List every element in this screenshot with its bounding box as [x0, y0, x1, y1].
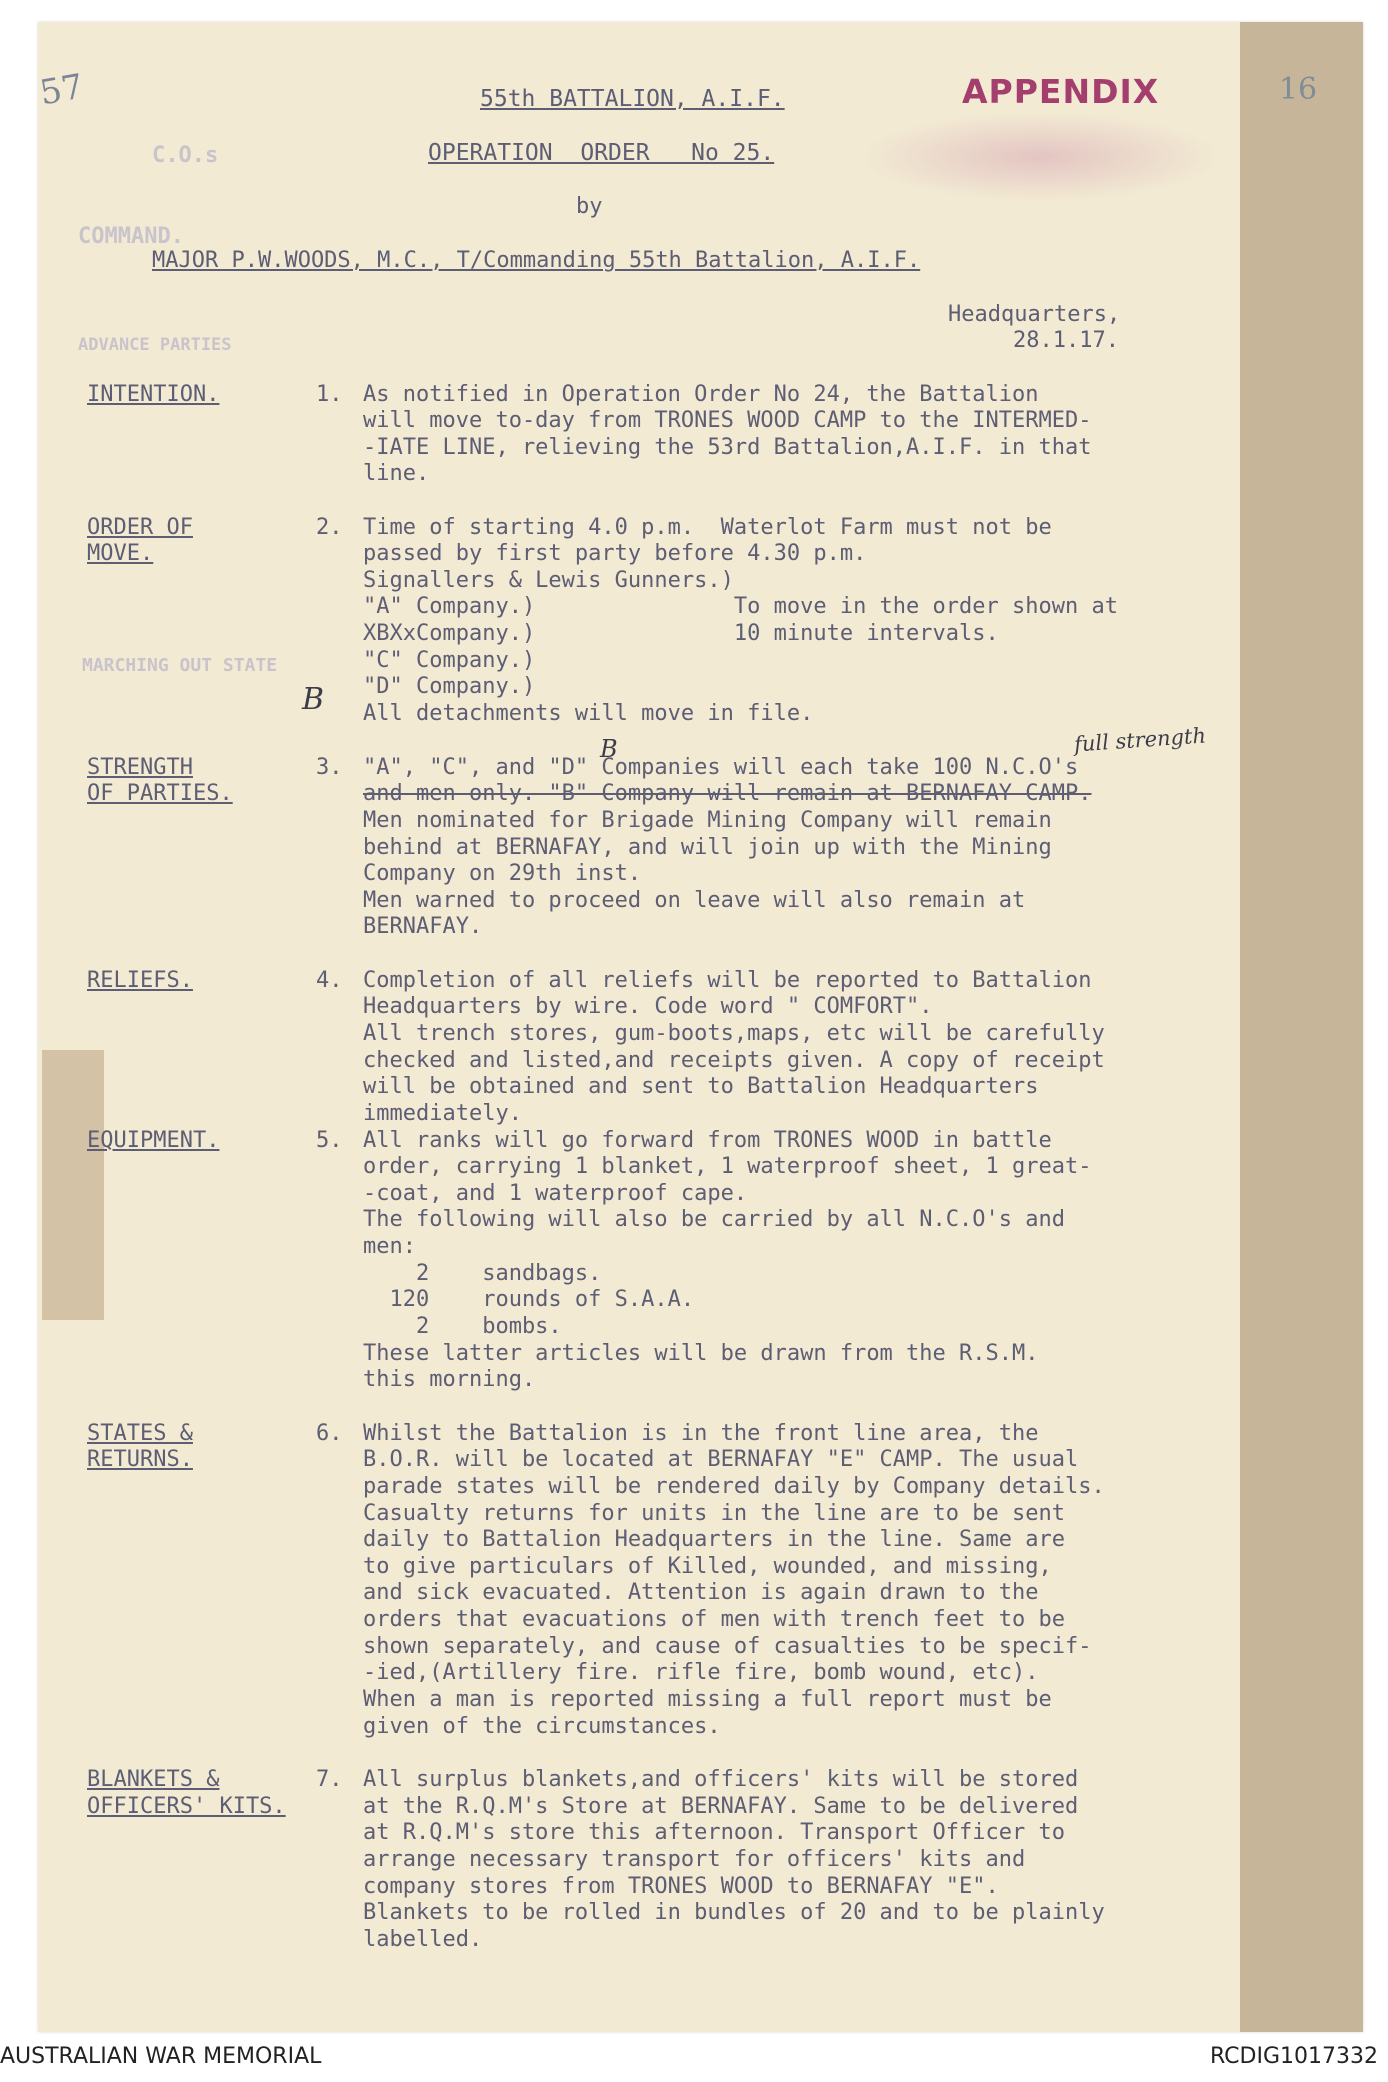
ghost-text-marching: MARCHING OUT STATE [82, 655, 278, 676]
section-line: All detachments will move in file. [363, 701, 814, 726]
handwritten-b-over-d: B [600, 735, 618, 763]
section-line: -ied,(Artillery fire. rifle fire, bomb wound, etc). [363, 1660, 1039, 1685]
section-line: Men warned to proceed on leave will also remain at [363, 888, 1026, 913]
section-number: 1. [316, 382, 343, 407]
appendix-stamp: APPENDIX [962, 72, 1160, 111]
section-line: 2 bombs. [363, 1314, 562, 1339]
section-line: Headquarters by wire. Code word " COMFORT". [363, 994, 933, 1019]
section-line: shown separately, and cause of casualties to be specif- [363, 1634, 1092, 1659]
section-line: All trench stores, gum-boots,maps, etc will be carefully [363, 1021, 1105, 1046]
section-line: behind at BERNAFAY, and will join up with the Mining [363, 835, 1052, 860]
tape-repair [42, 1050, 104, 1320]
section-label: INTENTION. [87, 382, 220, 407]
section-line: will move to-day from TRONES WOOD CAMP to the INTERMED- [363, 408, 1092, 433]
section-line: Blankets to be rolled in bundles of 20 and to be plainly [363, 1900, 1105, 1925]
battalion-heading: 55th BATTALION, A.I.F. [480, 86, 785, 112]
footer-left: AUSTRALIAN WAR MEMORIAL [0, 2044, 322, 2069]
section-number: 2. [316, 515, 343, 540]
section-line: to give particulars of Killed, wounded, and missing, [363, 1554, 1052, 1579]
section-label: MOVE. [87, 541, 154, 566]
section-label: BLANKETS & [87, 1767, 220, 1792]
section-line: Casualty returns for units in the line are to be sent [363, 1501, 1065, 1526]
section-line: All surplus blankets,and officers' kits will be stored [363, 1767, 1079, 1792]
section-line: 120 rounds of S.A.A. [363, 1287, 695, 1312]
order-title: OPERATION ORDER No 25. [428, 140, 775, 166]
section-line: at the R.Q.M's Store at BERNAFAY. Same to be delivered [363, 1794, 1079, 1819]
section-line: All ranks will go forward from TRONES WOOD in battle [363, 1128, 1052, 1153]
ghost-text-command: COMMAND. [78, 224, 184, 249]
hq-line: Headquarters, [948, 302, 1121, 327]
binding-strip [1240, 22, 1363, 2032]
section-line: given of the circumstances. [363, 1714, 721, 1739]
section-line: The following will also be carried by all N.C.O's and [363, 1207, 1065, 1232]
section-line: BERNAFAY. [363, 914, 483, 939]
section-label: EQUIPMENT. [87, 1128, 220, 1153]
section-number: 6. [316, 1421, 343, 1446]
section-line: company stores from TRONES WOOD to BERNAFAY "E". [363, 1874, 999, 1899]
section-label: STRENGTH [87, 755, 193, 780]
section-label: OF PARTIES. [87, 781, 233, 806]
section-line: Company on 29th inst. [363, 861, 642, 886]
section-number: 5. [316, 1128, 343, 1153]
section-line: -coat, and 1 waterproof cape. [363, 1181, 748, 1206]
section-number: 7. [316, 1767, 343, 1792]
section-line: and sick evacuated. Attention is again drawn to the [363, 1580, 1039, 1605]
section-label: STATES & [87, 1421, 193, 1446]
section-line: checked and listed,and receipts given. A copy of receipt [363, 1048, 1105, 1073]
date-line: 28.1.17. [1013, 328, 1119, 353]
section-line: parade states will be rendered daily by Company details. [363, 1474, 1105, 1499]
section-line: order, carrying 1 blanket, 1 waterproof sheet, 1 great- [363, 1154, 1092, 1179]
section-line: this morning. [363, 1367, 536, 1392]
section-line: When a man is reported missing a full report must be [363, 1687, 1052, 1712]
section-line: labelled. [363, 1927, 483, 1952]
commander-line: MAJOR P.W.WOODS, M.C., T/Commanding 55th Battalion, A.I.F. [152, 248, 921, 273]
section-line: line. [363, 461, 430, 486]
section-line: Whilst the Battalion is in the front line area, the [363, 1421, 1039, 1446]
section-line: will be obtained and sent to Battalion Headquarters [363, 1074, 1039, 1099]
handwritten-b-mark: B [302, 682, 325, 717]
section-line: 2 sandbags. [363, 1261, 602, 1286]
section-line: men: [363, 1234, 416, 1259]
section-line: orders that evacuations of men with trench feet to be [363, 1607, 1065, 1632]
section-label: ORDER OF [87, 515, 193, 540]
section-line: Signallers & Lewis Gunners.) [363, 568, 734, 593]
section-number: 3. [316, 755, 343, 780]
section-number: 4. [316, 968, 343, 993]
by-line: by [576, 194, 603, 219]
ghost-text-advance: ADVANCE PARTIES [78, 335, 232, 355]
section-line: at R.Q.M's store this afternoon. Transport Officer to [363, 1820, 1065, 1845]
section-label: RETURNS. [87, 1447, 193, 1472]
section-line: "A", "C", and "D" Companies will each take 100 N.C.O's [363, 755, 1079, 780]
section-line: Men nominated for Brigade Mining Company will remain [363, 808, 1052, 833]
footer-right: RCDIG1017332 [1209, 2044, 1378, 2069]
folio-number: 16 [1278, 72, 1318, 107]
stamp-smudge [860, 112, 1220, 202]
corner-mark: 57 [36, 66, 87, 114]
section-line: -IATE LINE, relieving the 53rd Battalion,A.I.F. in that [363, 435, 1092, 460]
section-line: Time of starting 4.0 p.m. Waterlot Farm must not be [363, 515, 1052, 540]
section-line: arrange necessary transport for officers' kits and [363, 1847, 1026, 1872]
section-line: immediately. [363, 1101, 522, 1126]
section-line: XBXxCompany.) 10 minute intervals. [363, 621, 999, 646]
section-line: "D" Company.) [363, 674, 536, 699]
section-line: daily to Battalion Headquarters in the line. Same are [363, 1527, 1065, 1552]
ghost-text-co: C.O.s [152, 143, 219, 168]
section-line: "A" Company.) To move in the order shown at [363, 594, 1118, 619]
section-line-struck: and men only. "B" Company will remain at BERNAFAY CAMP. [363, 781, 1092, 806]
handwritten-full-strength: full strength [1073, 723, 1207, 757]
section-line: passed by first party before 4.30 p.m. [363, 541, 867, 566]
section-line: "C" Company.) [363, 648, 536, 673]
section-label: OFFICERS' KITS. [87, 1794, 286, 1819]
section-line: These latter articles will be drawn from the R.S.M. [363, 1341, 1039, 1366]
section-label: RELIEFS. [87, 968, 193, 993]
section-line: B.O.R. will be located at BERNAFAY "E" CAMP. The usual [363, 1447, 1079, 1472]
section-line: Completion of all reliefs will be reported to Battalion [363, 968, 1092, 993]
section-line: As notified in Operation Order No 24, the Battalion [363, 382, 1039, 407]
